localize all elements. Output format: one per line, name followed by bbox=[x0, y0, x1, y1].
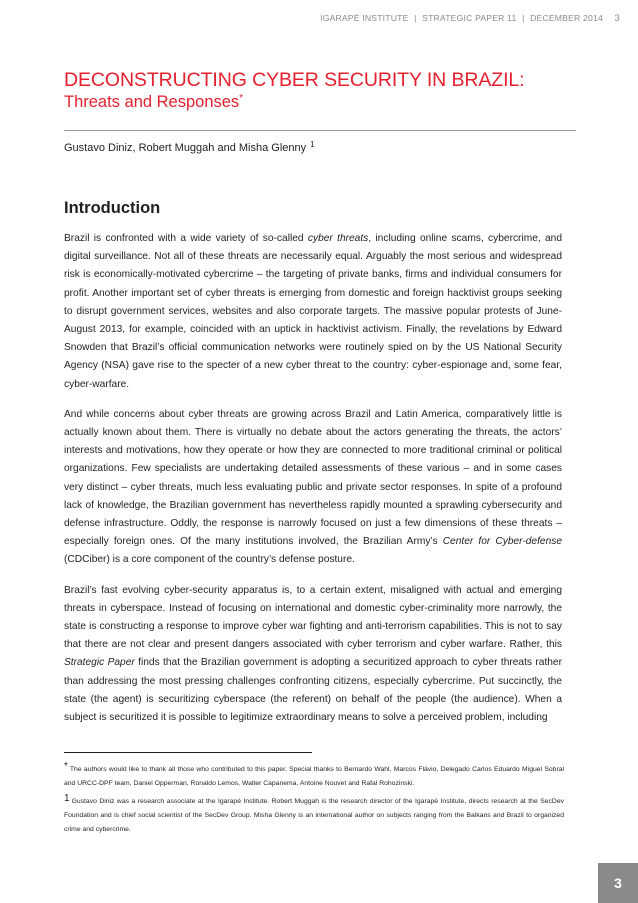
header-separator: | bbox=[414, 13, 417, 23]
text-run: Brazil’s fast evolving cyber-security apparatus is, to a certain extent, misaligned with actual and emerging threats in cyberspace. Instead of focusing on international and domestic cyber-criminality more narrowly, the state is constructing a response to improve cyber war fighting and anti-terrorism capabilities. This is not to say that there are not clear and present dangers associated with cyber terrorism and cyber warfare. Rather, this bbox=[64, 584, 562, 651]
title-divider bbox=[64, 130, 576, 131]
footnote bbox=[64, 760, 564, 792]
body-paragraph bbox=[64, 582, 562, 728]
footnote bbox=[64, 792, 564, 838]
header-institute: IGARAPÉ INSTITUTE bbox=[320, 13, 409, 23]
authors-text: Gustavo Diniz, Robert Muggah and Misha Glenny bbox=[64, 142, 307, 154]
section-heading: Introduction bbox=[64, 199, 161, 217]
text-run: (CDCiber) is a core component of the country’s defense posture. bbox=[64, 554, 355, 566]
header-page-number: 3 bbox=[614, 13, 620, 24]
header-date: DECEMBER 2014 bbox=[530, 13, 603, 23]
italic-run: Center for Cyber-defense bbox=[442, 536, 563, 548]
footnote-mark: * bbox=[64, 761, 68, 772]
text-run: finds that the Brazilian government is adopting a securitized approach to cyber threats rather than addressing the most pressing challenges confronting citizens, especially cybercrime. Put succinctly, the state (the agent) is securitizing cyberspace (the referent) on behalf of the people (the audience). When a subject is securitized it is possible to legitimize extraordinary means to solve a perceived problem, including bbox=[64, 657, 562, 724]
text-run: And while concerns about cyber threats are growing across Brazil and Latin America, comparatively little is actually known about them. There is virtually no debate about the actors generating the threats, the actors’ interests and motivations, how they operate or how they are connected to more traditional criminal or political organizations. Few specialists are undertaking detailed assessments of these various – and in some cases very distinct – cyber threats, much less evaluating public and private sector responses. In spite of a profound lack of knowledge, the Brazilian government has nevertheless rapidly mounted a sprawling cybersecurity and defense infrastructure. Oddly, the response is narrowly focused on just a few dimensions of these threats – especially foreign ones. Of the many institutions involved, the Brazilian Army’s bbox=[64, 408, 562, 548]
header-separator: | bbox=[522, 13, 525, 23]
footnote-mark: 1 bbox=[64, 792, 70, 804]
article-title: DECONSTRUCTING CYBER SECURITY IN BRAZIL: bbox=[64, 69, 525, 91]
body-text bbox=[64, 230, 562, 739]
page-number-box: 3 bbox=[598, 863, 638, 903]
author-line bbox=[64, 140, 315, 154]
footnote-divider bbox=[64, 752, 312, 753]
running-header bbox=[320, 13, 620, 24]
text-run: , including online scams, cybercrime, and digital surveillance. Not all of these threats are necessarily equal. Arguably the most serious and widespread risk is economically-motivated cybercrime – the targeting of private banks, firms and individual consumers for profit. Another important set of cyber threats is emerging from domestic and foreign hacktivist groups seeking to disrupt government services, websites and also corporate targets. The massive popular protests of June-August 2013, for example, coincided with an uptick in hacktivist activism. Finally, the revelations by Edward Snowden that Brazil’s official communication networks were routinely spied on by the US National Security Agency (NSA) gave rise to the specter of a new cyber threat to the country: cyber-espionage and, some fear, cyber-warfare. bbox=[64, 233, 563, 390]
body-paragraph bbox=[64, 406, 562, 570]
footnote-text: Gustavo Diniz was a research associate at the Igarapé Institute. Robert Muggah is the research director of the Igarapé Institute, directs research at the SecDev Foundation and is chief social scientist of the SecDev Group. Misha Glenny is an international author on subjects ranging from the Balkans and Brazil to organized crime and cybercrime. bbox=[64, 797, 564, 834]
footnotes bbox=[64, 760, 564, 837]
subtitle-footnote-mark: * bbox=[239, 93, 244, 104]
body-paragraph bbox=[64, 230, 562, 394]
header-series: STRATEGIC PAPER 11 bbox=[422, 13, 517, 23]
footnote-text: The authors would like to thank all those who contributed to this paper. Special thanks to Bernardo Wahl, Marcos Flávio, Delegado Carlos Eduardo Miguel Sobral and URCC-DPF team, Daniel Opperman, Ronaldo Lemos, Walter Capanema, Antoine Nouvet and Rafal Rohozinski. bbox=[64, 766, 564, 788]
authors-footnote-mark: 1 bbox=[310, 140, 315, 149]
text-run: Brazil is confronted with a wide variety of so-called bbox=[64, 233, 308, 244]
italic-run: Strategic Paper bbox=[64, 657, 135, 669]
article-subtitle bbox=[64, 90, 243, 111]
italic-run: cyber threats bbox=[307, 233, 369, 244]
article-subtitle-text: Threats and Responses bbox=[64, 93, 240, 111]
